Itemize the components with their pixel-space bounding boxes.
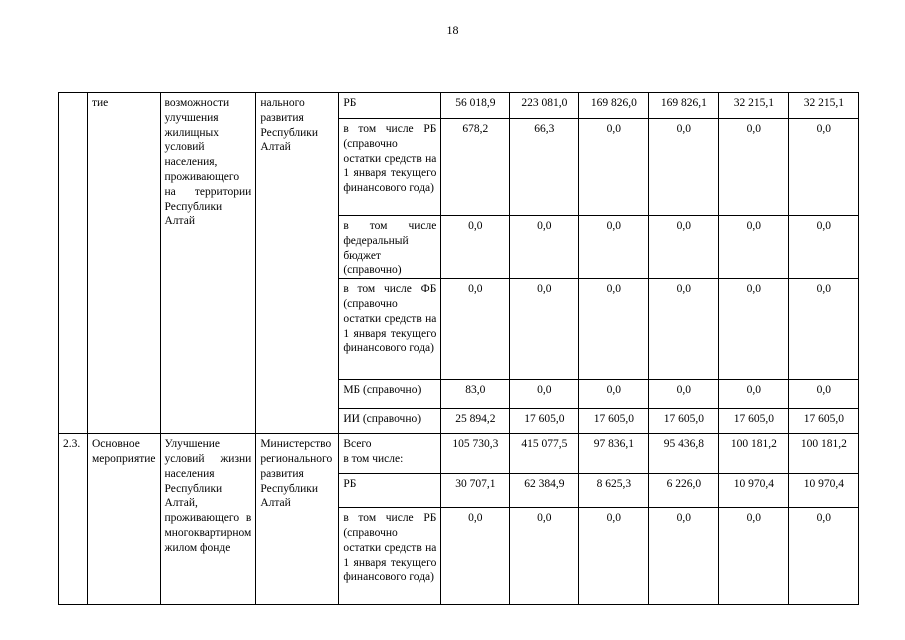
- amount-cell: 32 215,1: [789, 93, 859, 119]
- amount-cell: 30 707,1: [441, 474, 510, 508]
- table-row: [59, 434, 859, 474]
- executor-cell: нального развития Республики Алтай: [256, 93, 339, 434]
- amount-cell: 0,0: [789, 216, 859, 279]
- amount-cell: 223 081,0: [510, 93, 579, 119]
- amount-cell: 0,0: [579, 119, 649, 216]
- amount-cell: 6 226,0: [649, 474, 719, 508]
- amount-cell: 0,0: [649, 508, 719, 605]
- funding-source-cell: в том числе РБ (справочно остатки средств на 1 января текущего финансового года): [339, 508, 441, 605]
- funding-source-cell: РБ: [339, 474, 441, 508]
- amount-cell: 0,0: [510, 279, 579, 380]
- amount-cell: 56 018,9: [441, 93, 510, 119]
- funding-source-cell: РБ: [339, 93, 441, 119]
- amount-cell: 0,0: [649, 380, 719, 409]
- amount-cell: 0,0: [441, 279, 510, 380]
- funding-source-cell: в том числе ФБ (справочно остатки средств на 1 января текущего финансового года): [339, 279, 441, 380]
- amount-cell: 0,0: [789, 279, 859, 380]
- amount-cell: 0,0: [719, 508, 789, 605]
- amount-cell: 0,0: [510, 380, 579, 409]
- amount-cell: 0,0: [441, 216, 510, 279]
- amount-cell: 100 181,2: [719, 434, 789, 474]
- amount-cell: 0,0: [579, 508, 649, 605]
- amount-cell: 25 894,2: [441, 409, 510, 434]
- amount-cell: 95 436,8: [649, 434, 719, 474]
- funding-source-cell: МБ (справочно): [339, 380, 441, 409]
- amount-cell: 169 826,0: [579, 93, 649, 119]
- amount-cell: 0,0: [510, 508, 579, 605]
- amount-cell: 97 836,1: [579, 434, 649, 474]
- amount-cell: 17 605,0: [719, 409, 789, 434]
- amount-cell: 0,0: [510, 216, 579, 279]
- amount-cell: 105 730,3: [441, 434, 510, 474]
- amount-cell: 17 605,0: [649, 409, 719, 434]
- funding-source-cell: в том числе федеральный бюджет (справочно): [339, 216, 441, 279]
- amount-cell: 10 970,4: [719, 474, 789, 508]
- measure-name-cell: тие: [88, 93, 161, 434]
- amount-cell: 0,0: [789, 119, 859, 216]
- funding-source-cell: ИИ (справочно): [339, 409, 441, 434]
- amount-cell: 0,0: [719, 119, 789, 216]
- amount-cell: 10 970,4: [789, 474, 859, 508]
- amount-cell: 0,0: [579, 216, 649, 279]
- amount-cell: 0,0: [649, 279, 719, 380]
- amount-cell: 17 605,0: [789, 409, 859, 434]
- row-number-cell: 2.3.: [59, 434, 88, 605]
- amount-cell: 0,0: [719, 380, 789, 409]
- funding-source-cell: в том числе РБ (справочно остатки средств на 1 января текущего финансового года): [339, 119, 441, 216]
- amount-cell: 0,0: [719, 279, 789, 380]
- amount-cell: 0,0: [789, 508, 859, 605]
- amount-cell: 0,0: [789, 380, 859, 409]
- goal-cell: возможности улучшения жилищных условий населения, проживающего на территории Республики Алтай: [160, 93, 256, 434]
- amount-cell: 169 826,1: [649, 93, 719, 119]
- amount-cell: 0,0: [719, 216, 789, 279]
- amount-cell: 0,0: [579, 380, 649, 409]
- table-row: [59, 93, 859, 119]
- budget-table: [58, 92, 859, 605]
- row-number-cell: [59, 93, 88, 434]
- amount-cell: 0,0: [579, 279, 649, 380]
- amount-cell: 66,3: [510, 119, 579, 216]
- amount-cell: 32 215,1: [719, 93, 789, 119]
- amount-cell: 0,0: [649, 216, 719, 279]
- amount-cell: 17 605,0: [510, 409, 579, 434]
- amount-cell: 415 077,5: [510, 434, 579, 474]
- amount-cell: 0,0: [649, 119, 719, 216]
- amount-cell: 8 625,3: [579, 474, 649, 508]
- amount-cell: 83,0: [441, 380, 510, 409]
- amount-cell: 100 181,2: [789, 434, 859, 474]
- funding-source-cell: Всего в том числе:: [339, 434, 441, 474]
- goal-cell: Улучшение условий жизни населения Республики Алтай, проживающего в многоквартирном жилом фонде: [160, 434, 256, 605]
- executor-cell: Министерство регионального развития Республики Алтай: [256, 434, 339, 605]
- amount-cell: 678,2: [441, 119, 510, 216]
- amount-cell: 17 605,0: [579, 409, 649, 434]
- table-body: [59, 93, 859, 605]
- page-number: 18: [446, 23, 459, 37]
- measure-name-cell: Основное мероприятие: [88, 434, 161, 605]
- amount-cell: 0,0: [441, 508, 510, 605]
- amount-cell: 62 384,9: [510, 474, 579, 508]
